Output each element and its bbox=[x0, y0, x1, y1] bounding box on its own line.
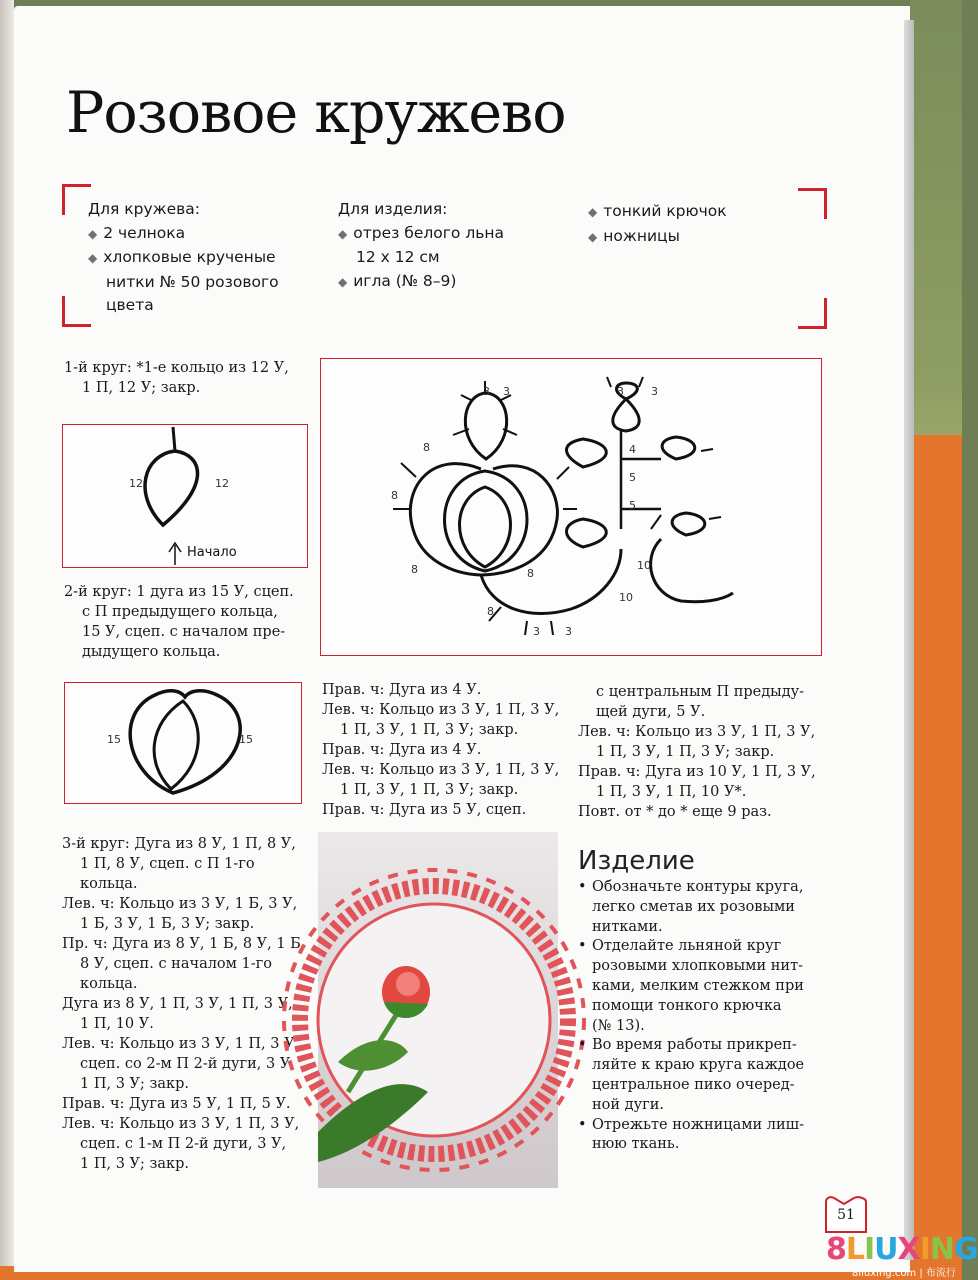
materials-product-heading: Для изделия: bbox=[338, 200, 448, 218]
bullet-line: • Во время работы прикреп- bbox=[578, 1037, 797, 1054]
materials-item: ◆ тонкий крючок bbox=[588, 202, 727, 220]
materials-item: ◆ ножницы bbox=[588, 226, 680, 245]
watermark-logo: 8LIUXING bbox=[826, 1232, 978, 1267]
count-label: 8 bbox=[391, 489, 398, 502]
bullet-line-cont: центральное пико очеред- bbox=[592, 1076, 795, 1093]
materials-item-cont: нитки № 50 розового bbox=[106, 272, 279, 291]
bullet-line: • Отделайте льняной круг bbox=[578, 938, 782, 955]
arc-diagram bbox=[64, 682, 302, 804]
pattern-drawing bbox=[321, 359, 821, 655]
bullet-line-cont: ляйте к краю круга каждое bbox=[592, 1057, 805, 1074]
bullet-line: • Отрежьте ножницами лиш- bbox=[578, 1116, 805, 1133]
product-heading: Изделие bbox=[578, 846, 695, 876]
page-title: Розовое кружево bbox=[66, 80, 566, 146]
bullet-line-cont: легко сметав их розовыми bbox=[592, 898, 795, 915]
page-edge bbox=[904, 20, 914, 1260]
count-label: 10 bbox=[619, 591, 633, 604]
count-label: 8 bbox=[487, 605, 494, 618]
diamond-icon: ◆ bbox=[588, 229, 598, 244]
start-label: Начало bbox=[187, 545, 237, 560]
bullet-line-cont: нитками. bbox=[592, 918, 663, 935]
round3-text: 3-й круг: Дуга из 8 У, 1 П, 8 У, 1 П, 8 У, сцеп. с П 1-го кольца. Лев. ч: Кольцо из 3 У, 1 Б, 3 У, 1 Б, 3 У, 1 Б, 3 У; закр. Пр. ч: Дуга из 8 У, 1 Б, 8 У, 1 Б, 8 У, сцеп. с началом 1-го кольца. Дуга из 8 У, 1 П, 3 У, 1 П, 3 У, 1 П, 10 У. Лев. ч: Кольцо из 3 У, 1 П, 3 У, сцеп. со 2-м П 2-й дуги, 3 У, 1 П, 3 У; закр. Прав. ч: Дуга из 5 У, 1 П, 5 У. Лев. ч: Кольцо из 3 У, 1 П, 3 У, сцеп. с 1-м П 2-й дуги, 3 У, 1 П, 3 У; закр. bbox=[62, 836, 306, 1172]
materials-product bbox=[338, 198, 504, 294]
count-label: 3 bbox=[533, 625, 540, 638]
book-spine bbox=[0, 0, 14, 1280]
count-label: 5 bbox=[629, 471, 636, 484]
materials-item: ◆ хлопковые крученые bbox=[88, 248, 276, 266]
count-label: 8 bbox=[423, 441, 430, 454]
book-edge-photo bbox=[910, 0, 962, 1280]
ring-diagram bbox=[62, 424, 308, 568]
materials-lace bbox=[88, 198, 279, 318]
diamond-icon: ◆ bbox=[338, 226, 348, 241]
bullet-line: • Обозначьте контуры круга, bbox=[578, 879, 804, 895]
arc-drawing bbox=[65, 683, 301, 803]
count-label: 8 bbox=[527, 567, 534, 580]
count-label: 8 bbox=[411, 563, 418, 576]
doily-illustration bbox=[318, 832, 558, 1188]
frame-corner-bl bbox=[62, 296, 91, 327]
arc-label-left: 15 bbox=[107, 733, 121, 746]
diamond-icon: ◆ bbox=[88, 226, 98, 241]
frame-corner-tl bbox=[62, 184, 91, 215]
watermark-url: 8liuxing.com | 布流行 bbox=[852, 1268, 956, 1279]
bullet-line-cont: розовыми хлопковыми нит- bbox=[592, 958, 803, 975]
count-label: 3 bbox=[483, 385, 490, 398]
materials-item: ◆ игла (№ 8–9) bbox=[338, 271, 457, 290]
round2-text: 2-й круг: 1 дуга из 15 У, сцеп. с П предыдущего кольца, 15 У, сцеп. с началом пре- дыдущего кольца. bbox=[64, 584, 294, 660]
doily-photo bbox=[318, 832, 558, 1188]
pattern-diagram bbox=[320, 358, 822, 656]
materials-item: ◆ отрез белого льна bbox=[338, 223, 505, 242]
diamond-icon: ◆ bbox=[338, 274, 348, 289]
materials-item-cont: цвета bbox=[106, 296, 154, 314]
count-label: 3 bbox=[565, 625, 572, 638]
materials-lace-heading: Для кружева: bbox=[88, 200, 200, 218]
mid-text: Прав. ч: Дуга из 4 У. Лев. ч: Кольцо из 3 У, 1 П, 3 У, 1 П, 3 У, 1 П, 3 У; закр. Прав. ч: Дуга из 4 У. Лев. ч: Кольцо из 3 У, 1 П, 3 У, 1 П, 3 У, 1 П, 3 У; закр. Прав. ч: Дуга из 5 У, сцеп. bbox=[322, 682, 560, 818]
count-label: 3 bbox=[617, 385, 624, 398]
page-number: 51 bbox=[837, 1207, 855, 1223]
frame-corner-tr bbox=[798, 188, 827, 219]
materials-item: ◆ 2 челнока bbox=[88, 223, 186, 242]
ring-label-right: 12 bbox=[215, 477, 229, 490]
arc-label-right: 15 bbox=[239, 733, 253, 746]
materials-tools bbox=[588, 200, 727, 249]
diamond-icon: ◆ bbox=[588, 205, 598, 219]
ring-label-left: 12 bbox=[129, 477, 143, 490]
bullet-line-cont: нюю ткань. bbox=[592, 1136, 680, 1153]
round1-text: 1-й круг: *1-е кольцо из 12 У, 1 П, 12 У; закр. bbox=[64, 360, 289, 396]
materials-item-cont: 12 х 12 см bbox=[356, 248, 440, 266]
count-label: 4 bbox=[629, 443, 636, 456]
bullet-line-cont: ной дуги. bbox=[592, 1096, 664, 1113]
ring-drawing bbox=[63, 425, 307, 567]
count-label: 3 bbox=[503, 385, 510, 398]
diamond-icon: ◆ bbox=[88, 251, 98, 265]
frame-corner-br bbox=[798, 298, 827, 329]
count-label: 10 bbox=[637, 559, 651, 572]
right-text: с центральным П предыду- щей дуги, 5 У. Лев. ч: Кольцо из 3 У, 1 П, 3 У, 1 П, 3 У, 1 П, 3 У; закр. Прав. ч: Дуга из 10 У, 1 П, 3 У, 1 П, 3 У, 1 П, 10 У*. Повт. от * до * еще 9 раз. bbox=[578, 684, 816, 820]
count-label: 5 bbox=[629, 499, 636, 512]
product-instructions bbox=[578, 878, 804, 1155]
bullet-line-cont: (№ 13). bbox=[592, 1017, 645, 1034]
bullet-line-cont: помощи тонкого крючка bbox=[592, 997, 782, 1014]
count-label: 3 bbox=[651, 385, 658, 398]
bullet-line-cont: ками, мелким стежком при bbox=[592, 977, 804, 994]
